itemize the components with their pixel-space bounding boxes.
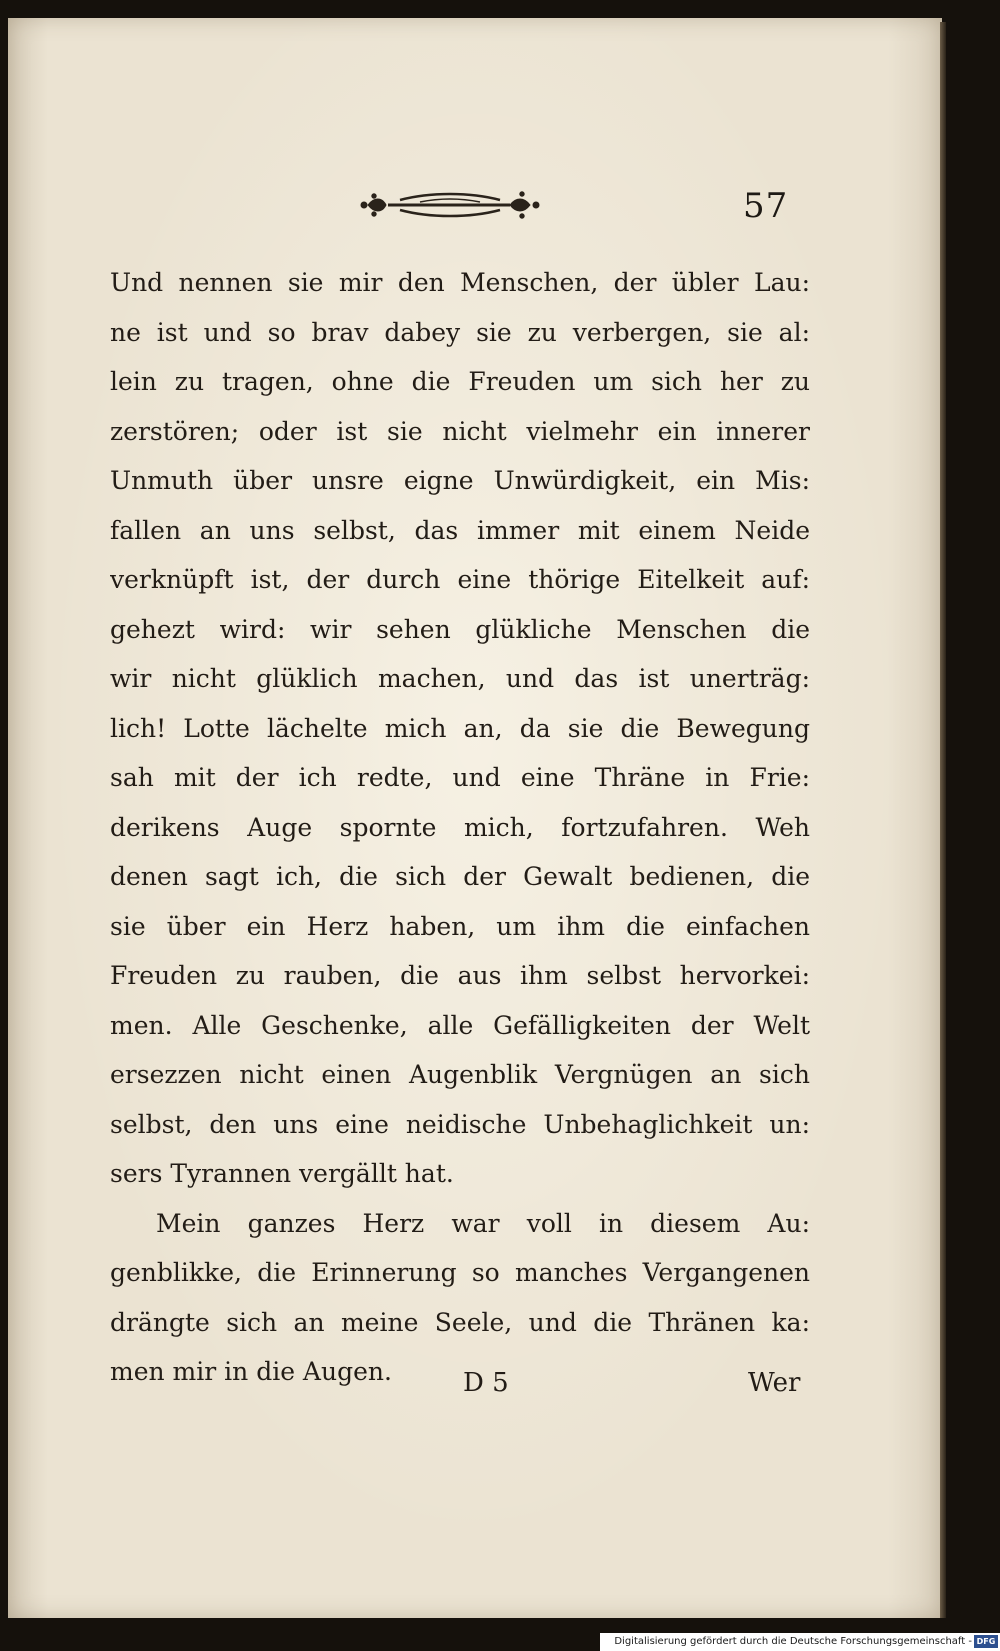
page-foot: [8, 1358, 942, 1408]
funding-footer: [600, 1633, 1000, 1651]
text-line: Freuden zu rauben, die aus ihm selbst hervorkei:: [110, 961, 810, 990]
text-line: sers Tyrannen vergällt hat.: [110, 1159, 454, 1188]
page-number: 57: [743, 186, 789, 226]
text-line: ne ist und so brav dabey sie zu verbergen, sie al:: [110, 317, 810, 347]
text-line: wir nicht glüklich machen, und das ist unerträg:: [110, 664, 810, 693]
text-line: men. Alle Geschenke, alle Gefälligkeiten der Welt: [110, 1010, 810, 1040]
signature-mark: D 5: [463, 1368, 509, 1398]
catchword: Wer: [748, 1368, 801, 1398]
text-line: lein zu tragen, ohne die Freuden um sich her zu: [110, 367, 810, 396]
text-line: sie über ein Herz haben, um ihm die einfachen: [110, 911, 810, 941]
text-line: lich! Lotte lächelte mich an, da sie die Bewegung: [110, 713, 810, 743]
text-line: Unmuth über unsre eigne Unwürdigkeit, ein Mis:: [110, 466, 810, 495]
text-line: Mein ganzes Herz war voll in diesem Au:: [156, 1208, 810, 1238]
text-line: denen sagt ich, die sich der Gewalt bedienen, die: [110, 862, 810, 891]
text-line: drängte sich an meine Seele, und die Thränen ka:: [110, 1307, 810, 1337]
funding-note: Digitalisierung gefördert durch die Deutsche Forschungsgemeinschaft -: [614, 1636, 972, 1647]
text-line: gehezt wird: wir sehen glükliche Menschen die: [110, 614, 810, 644]
body-text: [110, 258, 810, 1397]
text-line: fallen an uns selbst, das immer mit einem Neide: [110, 515, 810, 545]
text-line: genblikke, die Erinnerung so manches Vergangenen: [110, 1258, 810, 1287]
text-line: sah mit der ich redte, und eine Thräne in Frie:: [110, 763, 810, 792]
text-line: derikens Auge spornte mich, fortzufahren. Weh: [110, 812, 810, 842]
text-line: verknüpft ist, der durch eine thörige Eitelkeit auf:: [110, 565, 810, 594]
text-line: zerstören; oder ist sie nicht vielmehr ein innerer: [110, 416, 810, 446]
text-line: selbst, den uns eine neidische Unbehaglichkeit un:: [110, 1109, 810, 1139]
vignette-ornament-icon: [360, 188, 540, 222]
running-head: [8, 186, 942, 226]
text-line: men mir in die Augen.: [110, 1357, 392, 1386]
text-line: ersezzen nicht einen Augenblik Vergnügen an sich: [110, 1060, 810, 1089]
dfg-logo-icon: DFG: [974, 1635, 998, 1648]
page-edge: [940, 22, 946, 1618]
text-line: Und nennen sie mir den Menschen, der übler Lau:: [110, 268, 810, 297]
book-page: [8, 18, 942, 1618]
